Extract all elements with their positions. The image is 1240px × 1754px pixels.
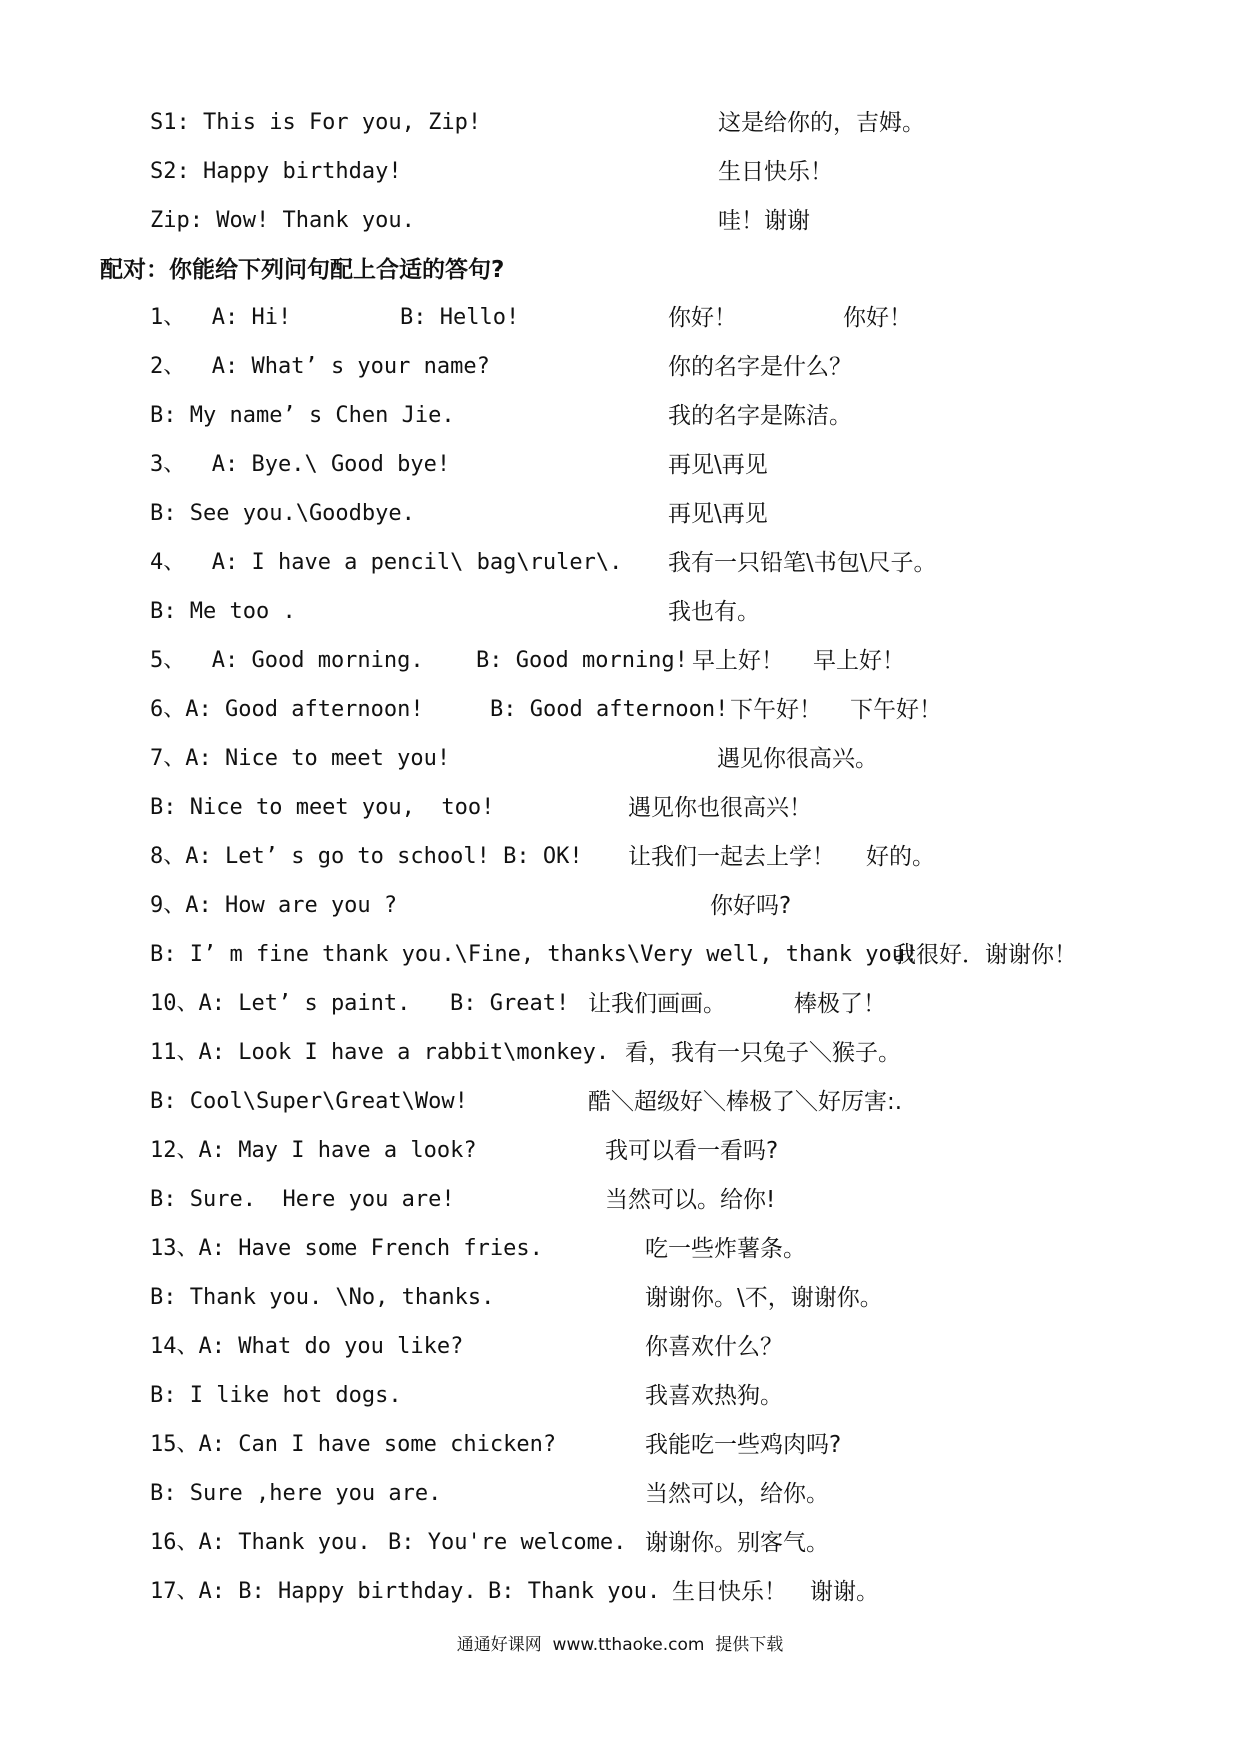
answer-chinese: 再见\再见 <box>668 501 768 527</box>
dialogue-row-14 <box>0 935 1077 975</box>
answer-english: B: You're welcome. <box>388 1530 627 1555</box>
dialogue-row-17 <box>0 1082 903 1122</box>
question-english: 5、 A: Good morning. <box>150 648 424 673</box>
dialogue-row-25 <box>0 1474 829 1514</box>
question-english: 8、A: Let’ s go to school! B: OK! <box>150 844 583 869</box>
dialogue-row-15 <box>0 984 886 1024</box>
question-chinese: 让我们画画。 <box>588 991 726 1017</box>
answer-chinese: 好的。 <box>866 844 935 870</box>
answer-english: B: See you.\Goodbye. <box>150 501 415 526</box>
dialogue-row-2 <box>0 347 852 387</box>
page-footer: 通通好课网 www.tthaoke.com 提供下载 <box>456 1635 784 1655</box>
section-heading: 配对：你能给下列问句配上合适的答句? <box>100 257 505 283</box>
dialogue-row-20 <box>0 1229 806 1269</box>
question-chinese: 谢谢你。别客气。 <box>645 1530 829 1556</box>
dialogue-row-24 <box>0 1425 842 1465</box>
question-english: 9、A: How are you ? <box>150 893 398 918</box>
answer-english: B: Nice to meet you, too! <box>150 795 495 820</box>
answer-chinese: 棒极了！ <box>794 991 886 1017</box>
answer-english: B: Thank you. <box>488 1579 661 1604</box>
answer-english: B: I’ m fine thank you.\Fine, thanks\Very well, thank you! <box>150 942 919 967</box>
dialogue-row-21 <box>0 1278 883 1318</box>
question-chinese: 遇见你很高兴。 <box>717 746 878 772</box>
question-chinese: 我有一只铅笔\书包\尺子。 <box>668 550 937 576</box>
intro-line-3 <box>0 201 810 241</box>
dialogue-row-26 <box>0 1523 829 1563</box>
answer-english: B: Great! <box>450 991 570 1016</box>
question-english: 3、 A: Bye.\ Good bye! <box>150 452 451 477</box>
dialogue-row-1 <box>0 298 912 338</box>
answer-chinese: 早上好！ <box>813 648 905 674</box>
answer-chinese: 谢谢。 <box>810 1579 879 1605</box>
answer-english: B: Sure. Here you are! <box>150 1187 455 1212</box>
dialogue-row-12 <box>0 837 935 877</box>
dialogue-row-3 <box>0 396 852 436</box>
dialogue-row-6 <box>0 543 937 583</box>
answer-chinese: 当然可以。给你! <box>605 1187 776 1213</box>
question-english: 2、 A: What’ s your name? <box>150 354 490 379</box>
intro-english: S1: This is For you, Zip! <box>150 110 482 135</box>
intro-chinese: 这是给你的，吉姆。 <box>718 110 925 136</box>
question-english: 14、A: What do you like? <box>150 1334 464 1359</box>
answer-chinese: 酷＼超级好＼棒极了＼好厉害:. <box>588 1089 903 1115</box>
question-english: 10、A: Let’ s paint. <box>150 991 411 1016</box>
question-chinese: 你喜欢什么？ <box>645 1334 783 1360</box>
question-english: 13、A: Have some French fries. <box>150 1236 543 1261</box>
question-english: 4、 A: I have a pencil\ bag\ruler\. <box>150 550 623 575</box>
answer-chinese: 我喜欢热狗。 <box>645 1383 783 1409</box>
answer-chinese: 我也有。 <box>668 599 760 625</box>
question-chinese: 你好吗? <box>710 893 792 919</box>
dialogue-row-16 <box>0 1033 901 1073</box>
dialogue-row-13 <box>0 886 792 926</box>
dialogue-row-27 <box>0 1572 879 1612</box>
question-chinese: 生日快乐！ <box>672 1579 787 1605</box>
intro-english: S2: Happy birthday! <box>150 159 402 184</box>
dialogue-row-7 <box>0 592 760 632</box>
question-chinese: 下午好！ <box>730 697 822 723</box>
answer-english: B: Good afternoon! <box>490 697 729 722</box>
intro-chinese: 哇！谢谢 <box>718 208 810 234</box>
answer-chinese: 我的名字是陈洁。 <box>668 403 852 429</box>
answer-english: B: Hello! <box>400 305 520 330</box>
answer-english: B: My name’ s Chen Jie. <box>150 403 455 428</box>
dialogue-row-22 <box>0 1327 783 1367</box>
dialogue-row-9 <box>0 690 942 730</box>
question-english: 7、A: Nice to meet you! <box>150 746 451 771</box>
question-english: 16、A: Thank you. <box>150 1530 371 1555</box>
answer-chinese: 遇见你也很高兴！ <box>628 795 812 821</box>
dialogue-row-23 <box>0 1376 783 1416</box>
intro-chinese: 生日快乐！ <box>718 159 833 185</box>
answer-english: B: I like hot dogs. <box>150 1383 402 1408</box>
question-english: 12、A: May I have a look? <box>150 1138 477 1163</box>
question-chinese: 吃一些炸薯条。 <box>645 1236 806 1262</box>
question-chinese: 你好！ <box>668 305 737 331</box>
answer-english: B: Good morning! <box>476 648 688 673</box>
dialogue-row-18 <box>0 1131 779 1171</box>
question-english: 6、A: Good afternoon! <box>150 697 424 722</box>
answer-english: B: Cool\Super\Great\Wow! <box>150 1089 468 1114</box>
answer-english: B: Me too . <box>150 599 296 624</box>
question-english: 15、A: Can I have some chicken? <box>150 1432 557 1457</box>
question-english: 1、 A: Hi! <box>150 305 292 330</box>
answer-english: B: Sure ,here you are. <box>150 1481 442 1506</box>
answer-chinese: 我很好．谢谢你！ <box>893 942 1077 968</box>
answer-chinese: 下午好！ <box>850 697 942 723</box>
answer-chinese: 你好！ <box>843 305 912 331</box>
dialogue-row-4 <box>0 445 768 485</box>
question-chinese: 早上好！ <box>692 648 784 674</box>
question-chinese: 再见\再见 <box>668 452 768 478</box>
question-chinese: 我可以看一看吗? <box>605 1138 779 1164</box>
question-chinese: 你的名字是什么？ <box>668 354 852 380</box>
dialogue-row-11 <box>0 788 812 828</box>
question-chinese: 我能吃一些鸡肉吗? <box>645 1432 842 1458</box>
question-english: 11、A: Look I have a rabbit\monkey. <box>150 1040 610 1065</box>
question-chinese: 看，我有一只兔子＼猴子。 <box>625 1040 901 1066</box>
question-chinese: 让我们一起去上学！ <box>628 844 835 870</box>
answer-chinese: 谢谢你。\不，谢谢你。 <box>645 1285 883 1311</box>
answer-english: B: Thank you. \No, thanks. <box>150 1285 495 1310</box>
dialogue-row-5 <box>0 494 768 534</box>
intro-line-2 <box>0 152 833 192</box>
answer-chinese: 当然可以，给你。 <box>645 1481 829 1507</box>
question-english: 17、A: B: Happy birthday. <box>150 1579 477 1604</box>
dialogue-row-19 <box>0 1180 776 1220</box>
dialogue-row-8 <box>0 641 905 681</box>
intro-line-1 <box>0 103 925 143</box>
intro-english: Zip: Wow! Thank you. <box>150 208 415 233</box>
dialogue-row-10 <box>0 739 878 779</box>
